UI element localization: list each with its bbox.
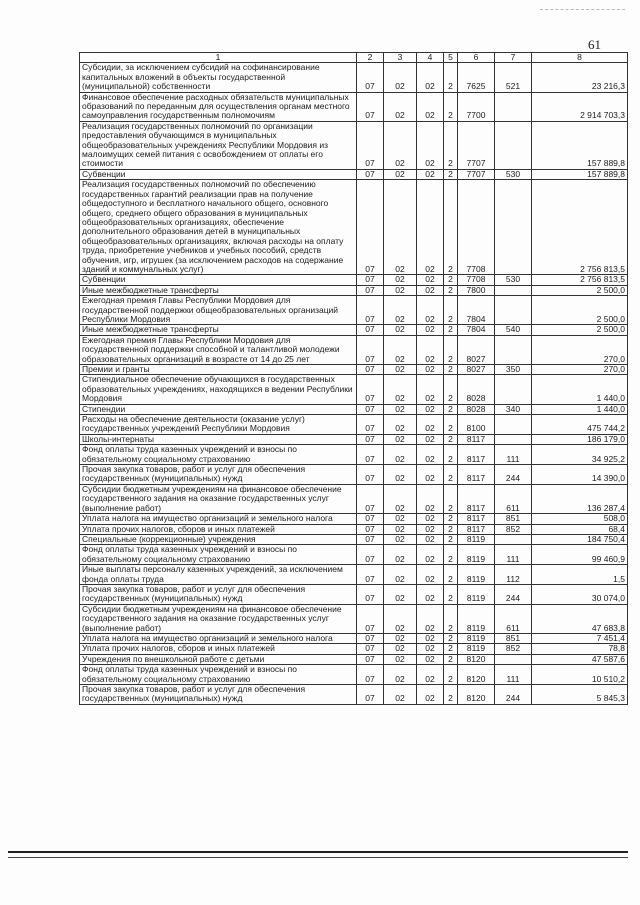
- row-amount-cell: 475 744,2: [532, 415, 628, 435]
- row-target-cell: 8028: [458, 375, 495, 404]
- row-section-cell: 07: [357, 565, 384, 585]
- row-amount-cell: 68,4: [532, 524, 628, 534]
- row-code-cell: 02: [417, 121, 444, 169]
- row-name-cell: Фонд оплаты труда казенных учреждений и взносы по обязательному социальному страхованию: [80, 665, 357, 685]
- row-section-cell: 07: [357, 644, 384, 654]
- row-target-cell: 7625: [458, 63, 495, 92]
- row-section-cell: 07: [357, 92, 384, 121]
- table-row: [80, 484, 628, 513]
- row-target-cell: 7708: [458, 275, 495, 285]
- table-row: [80, 375, 628, 404]
- row-subsection-cell: 02: [384, 92, 417, 121]
- header-cell: 6: [458, 53, 495, 63]
- row-expense-type-cell: [495, 285, 532, 295]
- row-code-cell: 02: [417, 445, 444, 465]
- row-subsection-cell: 02: [384, 565, 417, 585]
- row-code-cell: 02: [417, 654, 444, 664]
- row-code-cell: 2: [444, 565, 458, 585]
- row-code-cell: 2: [444, 465, 458, 485]
- row-subsection-cell: 02: [384, 604, 417, 633]
- row-target-cell: 8119: [458, 584, 495, 604]
- row-section-cell: 07: [357, 654, 384, 664]
- row-target-cell: 8028: [458, 404, 495, 414]
- row-amount-cell: 7 451,4: [532, 633, 628, 643]
- row-code-cell: 2: [444, 644, 458, 654]
- row-section-cell: 07: [357, 285, 384, 295]
- row-code-cell: 02: [417, 375, 444, 404]
- row-amount-cell: 30 074,0: [532, 584, 628, 604]
- table-row: [80, 63, 628, 92]
- row-target-cell: 7800: [458, 285, 495, 295]
- row-code-cell: 02: [417, 534, 444, 544]
- table-row: [80, 465, 628, 485]
- row-amount-cell: 2 756 813,5: [532, 275, 628, 285]
- row-target-cell: 8120: [458, 665, 495, 685]
- row-amount-cell: 508,0: [532, 514, 628, 524]
- row-amount-cell: 2 500,0: [532, 285, 628, 295]
- row-expense-type-cell: 111: [495, 445, 532, 465]
- row-subsection-cell: 02: [384, 524, 417, 534]
- row-expense-type-cell: 852: [495, 644, 532, 654]
- row-code-cell: 2: [444, 434, 458, 444]
- row-expense-type-cell: 530: [495, 275, 532, 285]
- row-section-cell: 07: [357, 63, 384, 92]
- row-section-cell: 07: [357, 415, 384, 435]
- row-expense-type-cell: 611: [495, 604, 532, 633]
- row-section-cell: 07: [357, 534, 384, 544]
- row-section-cell: 07: [357, 375, 384, 404]
- row-name-cell: Стипендии: [80, 404, 357, 414]
- row-expense-type-cell: 350: [495, 365, 532, 375]
- row-code-cell: 2: [444, 325, 458, 335]
- row-amount-cell: 136 287,4: [532, 484, 628, 513]
- row-subsection-cell: 02: [384, 445, 417, 465]
- row-target-cell: 8117: [458, 434, 495, 444]
- row-amount-cell: 47 587,6: [532, 654, 628, 664]
- row-subsection-cell: 02: [384, 685, 417, 705]
- table-row: [80, 565, 628, 585]
- row-code-cell: 02: [417, 434, 444, 444]
- table-row: [80, 92, 628, 121]
- row-section-cell: 07: [357, 545, 384, 565]
- header-cell: 7: [495, 53, 532, 63]
- table-row: [80, 180, 628, 275]
- table-row: [80, 445, 628, 465]
- row-expense-type-cell: [495, 654, 532, 664]
- row-subsection-cell: 02: [384, 121, 417, 169]
- row-target-cell: 7804: [458, 296, 495, 325]
- row-code-cell: 02: [417, 465, 444, 485]
- row-amount-cell: 2 914 703,3: [532, 92, 628, 121]
- row-section-cell: 07: [357, 275, 384, 285]
- scan-top-mark: [540, 9, 625, 10]
- header-cell: 1: [80, 53, 357, 63]
- row-subsection-cell: 02: [384, 275, 417, 285]
- row-expense-type-cell: [495, 121, 532, 169]
- budget-table: [79, 52, 628, 705]
- row-section-cell: 07: [357, 465, 384, 485]
- row-target-cell: 8119: [458, 644, 495, 654]
- row-section-cell: 07: [357, 296, 384, 325]
- row-subsection-cell: 02: [384, 180, 417, 275]
- row-code-cell: 02: [417, 404, 444, 414]
- table-row: [80, 644, 628, 654]
- row-target-cell: 7804: [458, 325, 495, 335]
- row-target-cell: 8120: [458, 685, 495, 705]
- row-section-cell: 07: [357, 665, 384, 685]
- row-amount-cell: 157 889,8: [532, 169, 628, 179]
- row-target-cell: 8119: [458, 534, 495, 544]
- row-amount-cell: 270,0: [532, 335, 628, 364]
- table-row: [80, 545, 628, 565]
- row-amount-cell: 1 440,0: [532, 375, 628, 404]
- row-subsection-cell: 02: [384, 335, 417, 364]
- table-row: [80, 275, 628, 285]
- row-amount-cell: 47 683,8: [532, 604, 628, 633]
- row-code-cell: 2: [444, 484, 458, 513]
- row-code-cell: 02: [417, 63, 444, 92]
- row-target-cell: 8117: [458, 514, 495, 524]
- row-name-cell: Субвенции: [80, 169, 357, 179]
- row-target-cell: 7708: [458, 180, 495, 275]
- row-code-cell: 02: [417, 169, 444, 179]
- row-expense-type-cell: [495, 335, 532, 364]
- table-row: [80, 121, 628, 169]
- row-section-cell: 07: [357, 335, 384, 364]
- row-amount-cell: 99 460,9: [532, 545, 628, 565]
- table-row: [80, 415, 628, 435]
- row-code-cell: 02: [417, 633, 444, 643]
- row-section-cell: 07: [357, 604, 384, 633]
- row-section-cell: 07: [357, 685, 384, 705]
- row-amount-cell: 10 510,2: [532, 665, 628, 685]
- row-name-cell: Субвенции: [80, 275, 357, 285]
- row-subsection-cell: 02: [384, 514, 417, 524]
- row-target-cell: 8027: [458, 335, 495, 364]
- row-code-cell: 02: [417, 665, 444, 685]
- row-name-cell: Прочая закупка товаров, работ и услуг для обеспечения государственных (муниципальных) нужд: [80, 584, 357, 604]
- row-name-cell: Уплата прочих налогов, сборов и иных платежей: [80, 524, 357, 534]
- table-row: [80, 534, 628, 544]
- table-row: [80, 633, 628, 643]
- row-expense-type-cell: 851: [495, 633, 532, 643]
- row-name-cell: Иные выплаты персоналу казенных учреждений, за исключением фонда оплаты труда: [80, 565, 357, 585]
- row-code-cell: 02: [417, 685, 444, 705]
- row-subsection-cell: 02: [384, 644, 417, 654]
- row-expense-type-cell: [495, 296, 532, 325]
- row-name-cell: Финансовое обеспечение расходных обязательств муниципальных образований по переданным для осуществления органам местного самоуправления государственным полномочиям: [80, 92, 357, 121]
- row-subsection-cell: 02: [384, 545, 417, 565]
- row-target-cell: 7700: [458, 92, 495, 121]
- row-name-cell: Уплата налога на имущество организаций и земельного налога: [80, 633, 357, 643]
- row-target-cell: 8117: [458, 445, 495, 465]
- row-expense-type-cell: 521: [495, 63, 532, 92]
- row-target-cell: 8119: [458, 633, 495, 643]
- row-target-cell: 8119: [458, 604, 495, 633]
- row-code-cell: 2: [444, 545, 458, 565]
- row-subsection-cell: 02: [384, 375, 417, 404]
- row-amount-cell: 186 179,0: [532, 434, 628, 444]
- row-subsection-cell: 02: [384, 296, 417, 325]
- row-section-cell: 07: [357, 633, 384, 643]
- table-header-row: [80, 53, 628, 63]
- row-code-cell: 2: [444, 169, 458, 179]
- row-code-cell: 02: [417, 365, 444, 375]
- row-code-cell: 02: [417, 415, 444, 435]
- row-amount-cell: 5 845,3: [532, 685, 628, 705]
- row-amount-cell: 78,8: [532, 644, 628, 654]
- row-expense-type-cell: 851: [495, 514, 532, 524]
- row-expense-type-cell: [495, 375, 532, 404]
- row-expense-type-cell: 340: [495, 404, 532, 414]
- table-row: [80, 584, 628, 604]
- row-name-cell: Прочая закупка товаров, работ и услуг для обеспечения государственных (муниципальных) нужд: [80, 465, 357, 485]
- row-section-cell: 07: [357, 484, 384, 513]
- row-section-cell: 07: [357, 434, 384, 444]
- row-target-cell: 8100: [458, 415, 495, 435]
- row-target-cell: 8119: [458, 545, 495, 565]
- row-amount-cell: 14 390,0: [532, 465, 628, 485]
- row-section-cell: 07: [357, 584, 384, 604]
- row-code-cell: 2: [444, 296, 458, 325]
- row-code-cell: 2: [444, 514, 458, 524]
- table-row: [80, 169, 628, 179]
- row-subsection-cell: 02: [384, 665, 417, 685]
- row-subsection-cell: 02: [384, 415, 417, 435]
- row-expense-type-cell: 530: [495, 169, 532, 179]
- row-name-cell: Реализация государственных полномочий по организации предоставления обучающимся в муниципальных общеобразовательных учреждениях Республики Мордовия из малоимущих семей питания с освобождением от оплаты его стоимости: [80, 121, 357, 169]
- row-name-cell: Учреждения по внешкольной работе с детьми: [80, 654, 357, 664]
- row-expense-type-cell: [495, 92, 532, 121]
- row-code-cell: 2: [444, 365, 458, 375]
- row-name-cell: Расходы на обеспечение деятельности (оказание услуг) государственных учреждений Республики Мордовия: [80, 415, 357, 435]
- row-expense-type-cell: 111: [495, 665, 532, 685]
- table-row: [80, 434, 628, 444]
- row-section-cell: 07: [357, 404, 384, 414]
- row-name-cell: Иные межбюджетные трансферты: [80, 325, 357, 335]
- row-target-cell: 8120: [458, 654, 495, 664]
- row-subsection-cell: 02: [384, 169, 417, 179]
- row-name-cell: Стипендиальное обеспечение обучающихся в государственных образовательных учреждениях, находящихся в ведении Республики Мордовия: [80, 375, 357, 404]
- row-code-cell: 2: [444, 654, 458, 664]
- row-expense-type-cell: [495, 534, 532, 544]
- table-row: [80, 524, 628, 534]
- row-expense-type-cell: 852: [495, 524, 532, 534]
- row-amount-cell: 1,5: [532, 565, 628, 585]
- row-section-cell: 07: [357, 121, 384, 169]
- row-subsection-cell: 02: [384, 654, 417, 664]
- table-row: [80, 514, 628, 524]
- row-expense-type-cell: 244: [495, 465, 532, 485]
- row-name-cell: Специальные (коррекционные) учреждения: [80, 534, 357, 544]
- row-code-cell: 02: [417, 325, 444, 335]
- row-expense-type-cell: 112: [495, 565, 532, 585]
- row-code-cell: 2: [444, 604, 458, 633]
- row-code-cell: 2: [444, 534, 458, 544]
- row-code-cell: 2: [444, 584, 458, 604]
- table-row: [80, 296, 628, 325]
- row-code-cell: 2: [444, 335, 458, 364]
- row-code-cell: 2: [444, 285, 458, 295]
- row-code-cell: 02: [417, 92, 444, 121]
- row-subsection-cell: 02: [384, 584, 417, 604]
- row-name-cell: Уплата прочих налогов, сборов и иных платежей: [80, 644, 357, 654]
- row-code-cell: 02: [417, 180, 444, 275]
- row-expense-type-cell: 244: [495, 685, 532, 705]
- row-code-cell: 2: [444, 404, 458, 414]
- row-code-cell: 2: [444, 275, 458, 285]
- row-target-cell: 8027: [458, 365, 495, 375]
- row-code-cell: 02: [417, 296, 444, 325]
- row-code-cell: 02: [417, 484, 444, 513]
- row-section-cell: 07: [357, 169, 384, 179]
- row-name-cell: Субсидии бюджетным учреждениям на финансовое обеспечение государственного задания на оказание государственных услуг (выполнение работ): [80, 604, 357, 633]
- row-code-cell: 02: [417, 644, 444, 654]
- row-code-cell: 02: [417, 604, 444, 633]
- row-code-cell: 2: [444, 121, 458, 169]
- scan-bottom-rule: [8, 851, 628, 853]
- row-section-cell: 07: [357, 180, 384, 275]
- row-amount-cell: 2 500,0: [532, 325, 628, 335]
- table-row: [80, 325, 628, 335]
- row-amount-cell: 157 889,8: [532, 121, 628, 169]
- row-name-cell: Премии и гранты: [80, 365, 357, 375]
- row-code-cell: 02: [417, 584, 444, 604]
- row-amount-cell: 270,0: [532, 365, 628, 375]
- row-name-cell: Реализация государственных полномочий по обеспечению государственных гарантий реализации прав на получение общедоступного и бесплатного начального общего, основного общего, среднего общего образования в муниципальных общеобразовательных организациях, обеспечение дополнительного образования детей в муниципальных общеобразовательных организациях, включая расходы на оплату труда, приобретение учебников и учебных пособий, средств обучения, игр, игрушек (за исключением расходов на содержание зданий и коммунальных услуг): [80, 180, 357, 275]
- table-row: [80, 685, 628, 705]
- row-subsection-cell: 02: [384, 633, 417, 643]
- row-name-cell: Субсидии, за исключением субсидий на софинансирование капитальных вложений в объекты государственной (муниципальной) собственности: [80, 63, 357, 92]
- row-amount-cell: 23 216,3: [532, 63, 628, 92]
- header-cell: 2: [357, 53, 384, 63]
- row-amount-cell: 1 440,0: [532, 404, 628, 414]
- row-section-cell: 07: [357, 365, 384, 375]
- row-name-cell: Ежегодная премия Главы Республики Мордовия для государственной поддержки общеобразовательных организаций Республики Мордовия: [80, 296, 357, 325]
- row-subsection-cell: 02: [384, 325, 417, 335]
- row-code-cell: 2: [444, 445, 458, 465]
- row-code-cell: 02: [417, 565, 444, 585]
- row-subsection-cell: 02: [384, 465, 417, 485]
- table-row: [80, 604, 628, 633]
- row-name-cell: Иные межбюджетные трансферты: [80, 285, 357, 295]
- row-code-cell: 02: [417, 275, 444, 285]
- table-row: [80, 365, 628, 375]
- row-code-cell: 2: [444, 415, 458, 435]
- row-code-cell: 2: [444, 92, 458, 121]
- row-name-cell: Уплата налога на имущество организаций и земельного налога: [80, 514, 357, 524]
- row-section-cell: 07: [357, 325, 384, 335]
- table-row: [80, 665, 628, 685]
- row-amount-cell: 2 756 813,5: [532, 180, 628, 275]
- row-code-cell: 02: [417, 335, 444, 364]
- row-target-cell: 7707: [458, 169, 495, 179]
- row-name-cell: Школы-интернаты: [80, 434, 357, 444]
- row-code-cell: 02: [417, 285, 444, 295]
- row-code-cell: 2: [444, 375, 458, 404]
- row-subsection-cell: 02: [384, 63, 417, 92]
- row-code-cell: 02: [417, 545, 444, 565]
- row-section-cell: 07: [357, 445, 384, 465]
- row-subsection-cell: 02: [384, 484, 417, 513]
- row-target-cell: 8117: [458, 524, 495, 534]
- row-subsection-cell: 02: [384, 404, 417, 414]
- row-target-cell: 8117: [458, 465, 495, 485]
- row-subsection-cell: 02: [384, 534, 417, 544]
- row-name-cell: Фонд оплаты труда казенных учреждений и взносы по обязательному социальному страхованию: [80, 545, 357, 565]
- row-code-cell: 2: [444, 180, 458, 275]
- row-amount-cell: 184 750,4: [532, 534, 628, 544]
- header-cell: 5: [444, 53, 458, 63]
- row-code-cell: 2: [444, 685, 458, 705]
- row-code-cell: 02: [417, 514, 444, 524]
- row-target-cell: 7707: [458, 121, 495, 169]
- row-expense-type-cell: [495, 415, 532, 435]
- row-expense-type-cell: 244: [495, 584, 532, 604]
- header-cell: 4: [417, 53, 444, 63]
- table-row: [80, 285, 628, 295]
- row-amount-cell: 2 500,0: [532, 296, 628, 325]
- row-code-cell: 2: [444, 633, 458, 643]
- row-amount-cell: 34 925,2: [532, 445, 628, 465]
- header-cell: 8: [532, 53, 628, 63]
- row-expense-type-cell: [495, 434, 532, 444]
- scan-bottom-rule: [8, 857, 628, 858]
- table-row: [80, 404, 628, 414]
- row-code-cell: 2: [444, 524, 458, 534]
- row-code-cell: 02: [417, 524, 444, 534]
- row-target-cell: 8117: [458, 484, 495, 513]
- row-code-cell: 2: [444, 665, 458, 685]
- row-subsection-cell: 02: [384, 434, 417, 444]
- row-expense-type-cell: 111: [495, 545, 532, 565]
- row-target-cell: 8119: [458, 565, 495, 585]
- row-name-cell: Фонд оплаты труда казенных учреждений и взносы по обязательному социальному страхованию: [80, 445, 357, 465]
- row-expense-type-cell: 540: [495, 325, 532, 335]
- table-row: [80, 654, 628, 664]
- row-subsection-cell: 02: [384, 365, 417, 375]
- table-body: [80, 63, 628, 704]
- row-section-cell: 07: [357, 514, 384, 524]
- row-expense-type-cell: [495, 180, 532, 275]
- row-code-cell: 2: [444, 63, 458, 92]
- row-section-cell: 07: [357, 524, 384, 534]
- row-name-cell: Субсидии бюджетным учреждениям на финансовое обеспечение государственного задания на оказание государственных услуг (выполнение работ): [80, 484, 357, 513]
- page-number: 61: [588, 37, 601, 52]
- row-name-cell: Ежегодная премия Главы Республики Мордовия для государственной поддержки способной и талантливой молодежи образовательных организаций в возрасте от 14 до 25 лет: [80, 335, 357, 364]
- row-name-cell: Прочая закупка товаров, работ и услуг для обеспечения государственных (муниципальных) нужд: [80, 685, 357, 705]
- row-subsection-cell: 02: [384, 285, 417, 295]
- table-row: [80, 335, 628, 364]
- row-expense-type-cell: 611: [495, 484, 532, 513]
- header-cell: 3: [384, 53, 417, 63]
